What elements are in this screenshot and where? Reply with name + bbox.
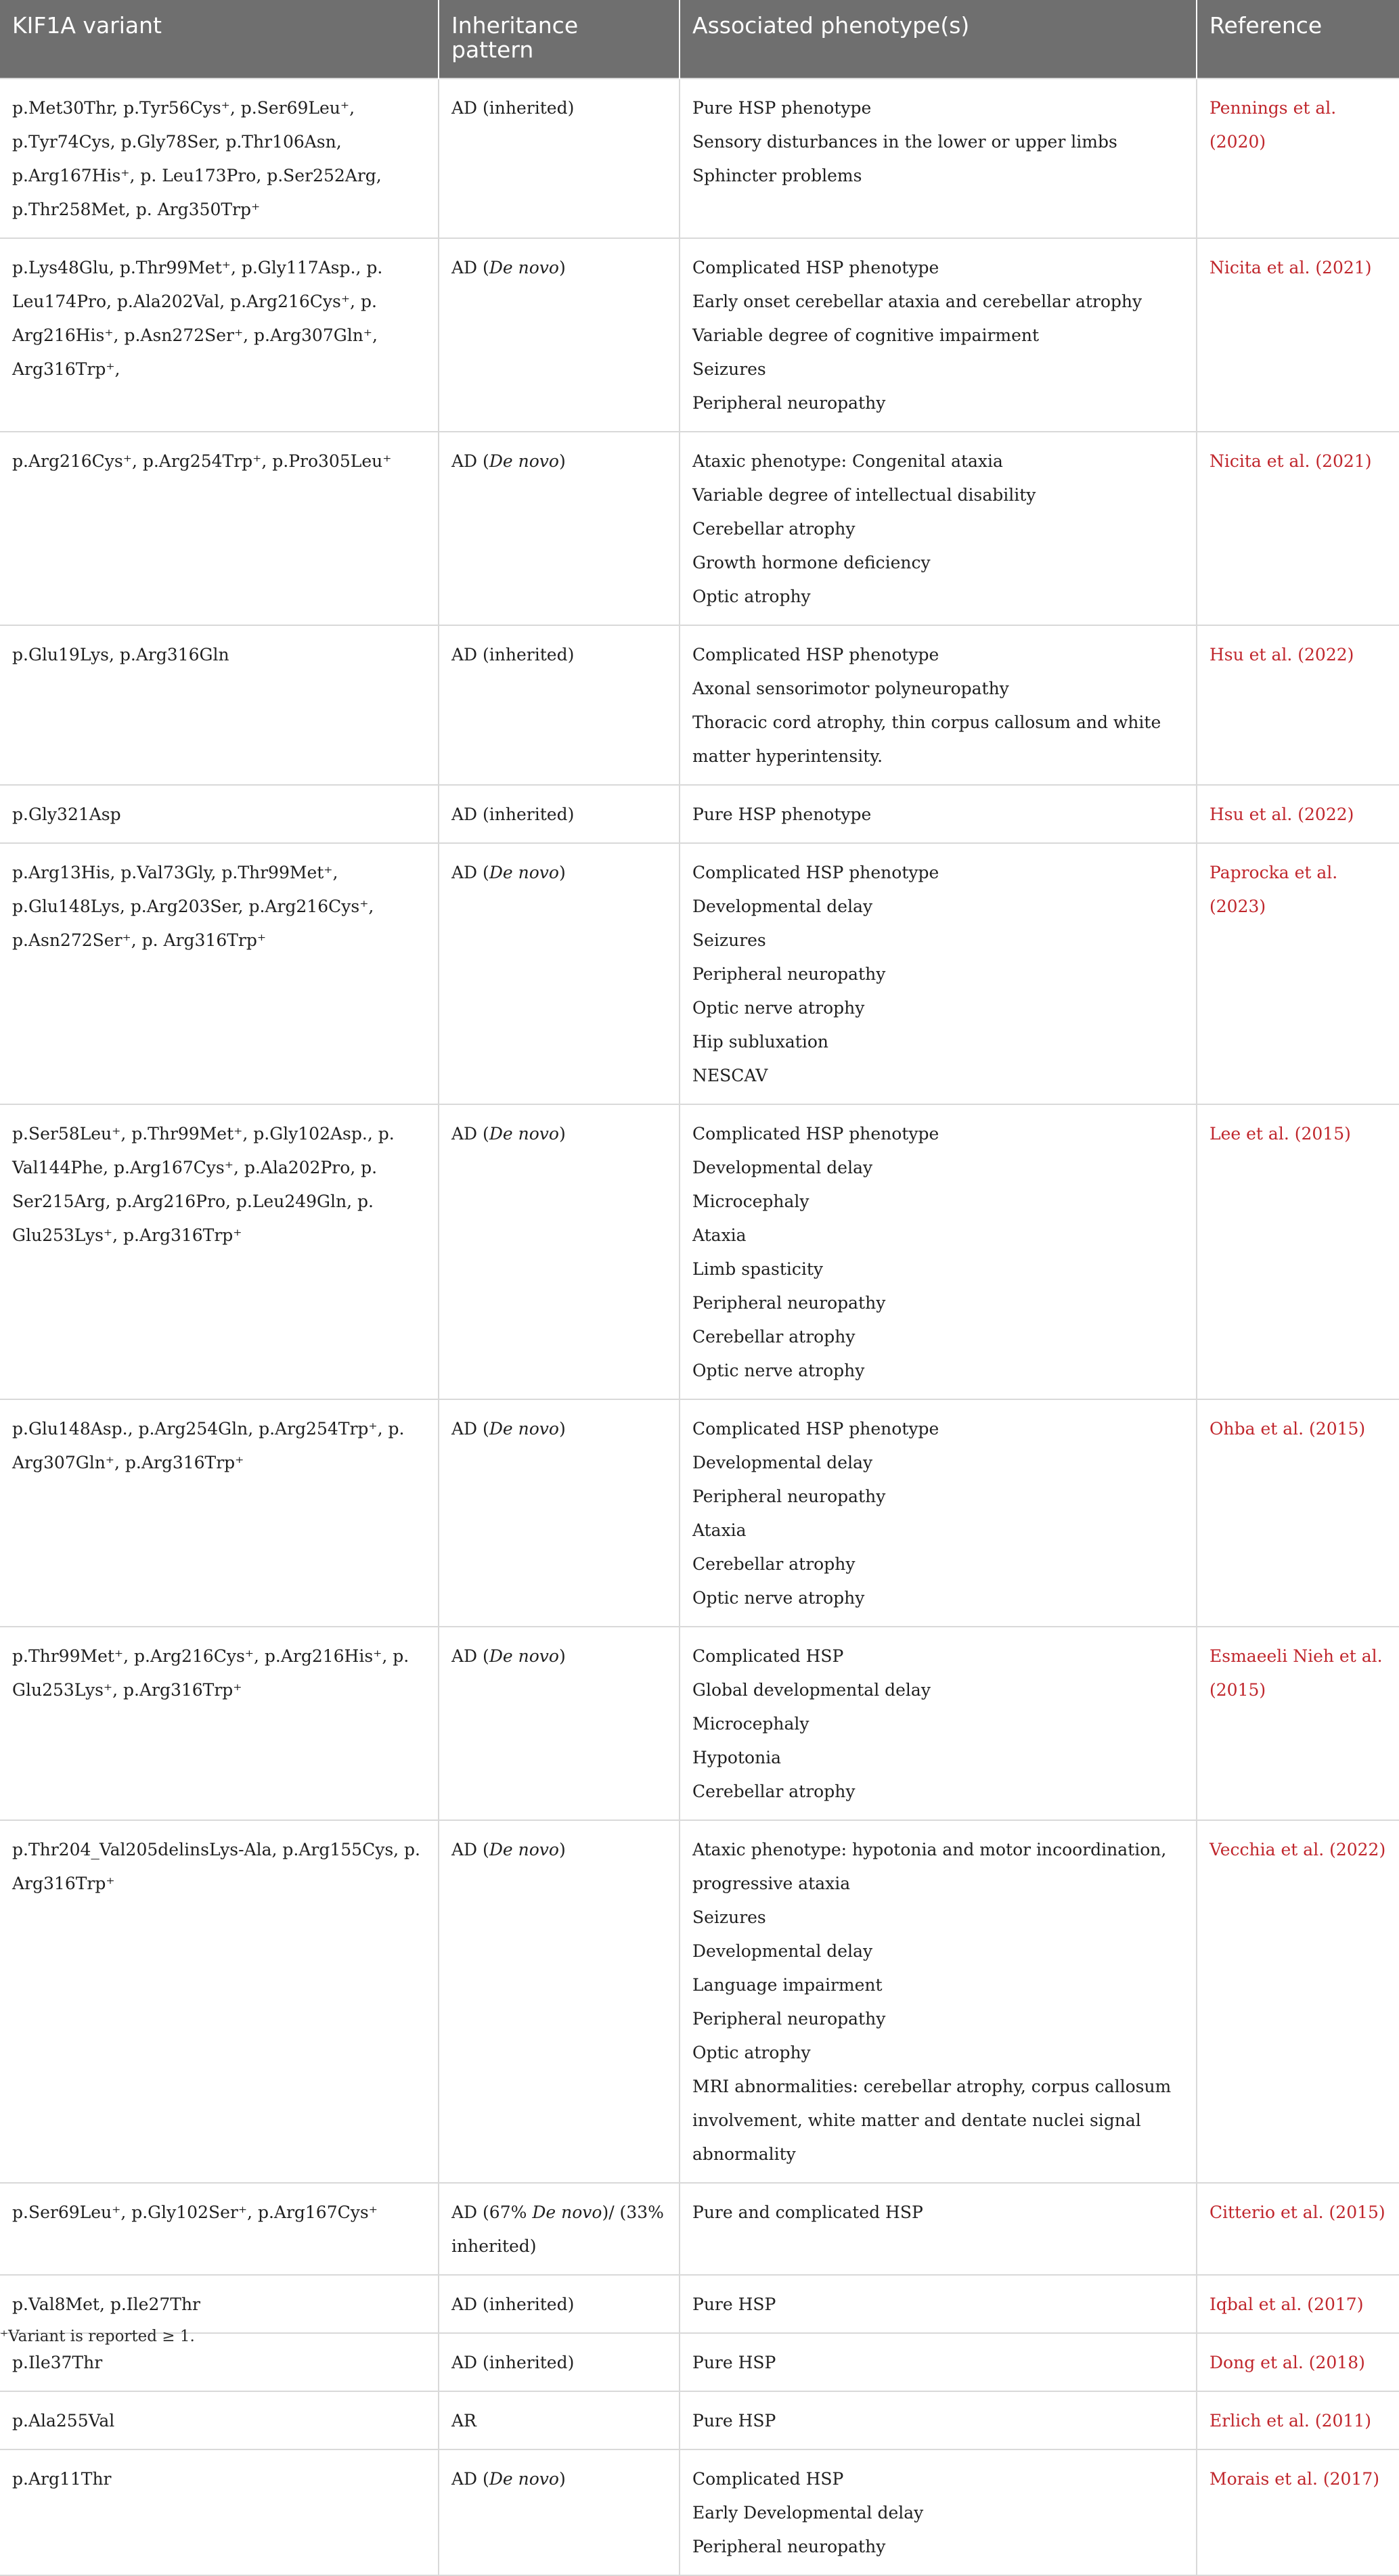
variant-cell: p.Ala255Val — [0, 2391, 439, 2449]
inheritance-pre: AD ( — [451, 1419, 489, 1439]
variant-cell: p.Arg11Thr — [0, 2449, 439, 2575]
inheritance-pre: AD (67% — [451, 2202, 533, 2222]
inheritance-cell — [439, 785, 680, 843]
table-row — [0, 1399, 1399, 1627]
phenotype-item: Ataxic phenotype: Congenital ataxia — [692, 451, 1003, 471]
phenotypes-cell — [680, 1399, 1197, 1627]
inheritance-post: ) — [558, 1124, 566, 1144]
phenotype-item: Ataxia — [692, 1520, 747, 1540]
inheritance-cell — [439, 2183, 680, 2275]
table-row — [0, 843, 1399, 1104]
phenotype-item: Pure HSP phenotype — [692, 98, 872, 118]
inheritance-pre: AD (inherited) — [451, 805, 575, 824]
table-footnote: ⁺Variant is reported ≥ 1. — [0, 2328, 195, 2345]
header-phenotypes: Associated phenotype(s) — [680, 0, 1197, 78]
inheritance-pre: AD ( — [451, 1124, 489, 1144]
reference-link[interactable]: Vecchia et al. (2022) — [1209, 1840, 1386, 1859]
phenotype-item: Pure HSP — [692, 2411, 776, 2431]
variant-cell: p.Val8Met, p.Ile27Thr — [0, 2275, 439, 2333]
phenotypes-cell — [680, 1627, 1197, 1820]
header-inheritance: Inheritance pattern — [439, 0, 680, 78]
phenotype-item: Optic atrophy — [692, 2043, 811, 2062]
inheritance-cell — [439, 1627, 680, 1820]
reference-link[interactable]: Hsu et al. (2022) — [1209, 805, 1354, 824]
inheritance-ital: De novo — [489, 1646, 559, 1666]
reference-link[interactable]: Lee et al. (2015) — [1209, 1124, 1351, 1144]
phenotype-item: Optic nerve atrophy — [692, 998, 865, 1018]
inheritance-pre: AD ( — [451, 863, 489, 882]
phenotype-item: Pure HSP — [692, 2295, 776, 2314]
header-row — [0, 0, 1399, 78]
reference-cell — [1197, 625, 1399, 785]
phenotype-item: Peripheral neuropathy — [692, 393, 886, 413]
reference-cell — [1197, 843, 1399, 1104]
reference-link[interactable]: Iqbal et al. (2017) — [1209, 2295, 1364, 2314]
inheritance-pre: AD ( — [451, 2469, 489, 2489]
phenotypes-cell — [680, 1104, 1197, 1399]
reference-link[interactable]: Esmaeeli Nieh et al. (2015) — [1209, 1646, 1383, 1700]
inheritance-pre: AD ( — [451, 1646, 489, 1666]
reference-link[interactable]: Nicita et al. (2021) — [1209, 258, 1372, 277]
phenotype-item: Peripheral neuropathy — [692, 2009, 886, 2029]
table-header — [0, 0, 1399, 78]
phenotype-item: Optic nerve atrophy — [692, 1361, 865, 1380]
phenotypes-cell — [680, 1820, 1197, 2183]
reference-cell — [1197, 2183, 1399, 2275]
table-row — [0, 2275, 1399, 2333]
table-row — [0, 2391, 1399, 2449]
phenotype-item: Pure and complicated HSP — [692, 2202, 923, 2222]
reference-cell — [1197, 432, 1399, 625]
table-row — [0, 1104, 1399, 1399]
inheritance-cell — [439, 1104, 680, 1399]
table-row — [0, 1627, 1399, 1820]
inheritance-cell — [439, 78, 680, 238]
table-row — [0, 78, 1399, 238]
reference-link[interactable]: Ohba et al. (2015) — [1209, 1419, 1366, 1439]
table-row — [0, 432, 1399, 625]
inheritance-cell — [439, 843, 680, 1104]
phenotype-item: Developmental delay — [692, 897, 873, 916]
inheritance-pre: AD (inherited) — [451, 645, 575, 664]
inheritance-post: )/ (33% inherited) — [451, 2202, 664, 2256]
inheritance-ital: De novo — [489, 1419, 559, 1439]
inheritance-ital: De novo — [489, 1840, 559, 1859]
inheritance-post: ) — [558, 451, 566, 471]
phenotype-item: Global developmental delay — [692, 1680, 931, 1700]
inheritance-post: ) — [558, 863, 566, 882]
reference-cell — [1197, 78, 1399, 238]
variant-cell: p.Lys48Glu, p.Thr99Met⁺, p.Gly117Asp., p. Leu174Pro, p.Ala202Val, p.Arg216Cys⁺, p. Arg216His⁺, p.Asn272Ser⁺, p.Arg307Gln⁺, Arg316Trp⁺, — [0, 238, 439, 432]
phenotype-item: Cerebellar atrophy — [692, 1782, 856, 1801]
phenotypes-cell — [680, 2449, 1197, 2575]
phenotype-item: Thoracic cord atrophy, thin corpus callosum and white matter hyperintensity. — [692, 713, 1161, 766]
phenotype-item: Developmental delay — [692, 1453, 873, 1472]
phenotype-item: Optic nerve atrophy — [692, 1588, 865, 1608]
inheritance-pre: AR — [451, 2411, 476, 2431]
phenotype-item: Pure HSP phenotype — [692, 805, 872, 824]
header-variant: KIF1A variant — [0, 0, 439, 78]
header-reference: Reference — [1197, 0, 1399, 78]
reference-cell — [1197, 1104, 1399, 1399]
phenotype-item: Axonal sensorimotor polyneuropathy — [692, 679, 1009, 698]
phenotype-item: Growth hormone deficiency — [692, 553, 931, 572]
inheritance-cell — [439, 1820, 680, 2183]
inheritance-pre: AD (inherited) — [451, 2295, 575, 2314]
reference-link[interactable]: Nicita et al. (2021) — [1209, 451, 1372, 471]
variant-cell: p.Ile37Thr — [0, 2333, 439, 2391]
reference-cell — [1197, 2449, 1399, 2575]
phenotypes-cell — [680, 2275, 1197, 2333]
phenotypes-cell — [680, 2391, 1197, 2449]
inheritance-cell — [439, 625, 680, 785]
phenotypes-cell — [680, 843, 1197, 1104]
phenotype-item: Variable degree of cognitive impairment — [692, 325, 1040, 345]
phenotype-item: Hypotonia — [692, 1748, 782, 1767]
table-row — [0, 2449, 1399, 2575]
reference-cell — [1197, 2275, 1399, 2333]
variant-cell: p.Arg13His, p.Val73Gly, p.Thr99Met⁺, p.Glu148Lys, p.Arg203Ser, p.Arg216Cys⁺, p.Asn272Ser⁺, p. Arg316Trp⁺ — [0, 843, 439, 1104]
phenotype-item: Peripheral neuropathy — [692, 2537, 886, 2556]
inheritance-ital: De novo — [489, 1124, 559, 1144]
inheritance-cell — [439, 2391, 680, 2449]
phenotype-item: Complicated HSP phenotype — [692, 1124, 939, 1144]
reference-cell — [1197, 238, 1399, 432]
phenotype-item: Ataxia — [692, 1225, 747, 1245]
phenotypes-cell — [680, 78, 1197, 238]
inheritance-cell — [439, 238, 680, 432]
phenotype-item: Developmental delay — [692, 1158, 873, 1177]
inheritance-cell — [439, 2449, 680, 2575]
table-body — [0, 78, 1399, 2575]
variant-cell: p.Gly321Asp — [0, 785, 439, 843]
phenotype-item: Complicated HSP phenotype — [692, 645, 939, 664]
inheritance-post: ) — [558, 2469, 566, 2489]
inheritance-cell — [439, 2275, 680, 2333]
phenotype-item: Peripheral neuropathy — [692, 964, 886, 984]
reference-link[interactable]: Paprocka et al. (2023) — [1209, 863, 1338, 916]
phenotype-item: Early onset cerebellar ataxia and cerebellar atrophy — [692, 292, 1142, 311]
variant-cell: p.Glu148Asp., p.Arg254Gln, p.Arg254Trp⁺, p. Arg307Gln⁺, p.Arg316Trp⁺ — [0, 1399, 439, 1627]
table-row — [0, 1820, 1399, 2183]
phenotype-item: Cerebellar atrophy — [692, 1554, 856, 1574]
phenotype-item: MRI abnormalities: cerebellar atrophy, corpus callosum involvement, white matter and dentate nuclei signal abnormality — [692, 2077, 1172, 2164]
phenotype-item: Pure HSP — [692, 2353, 776, 2372]
inheritance-ital: De novo — [489, 258, 559, 277]
table-row — [0, 625, 1399, 785]
inheritance-ital: De novo — [489, 863, 559, 882]
phenotype-item: Seizures — [692, 359, 766, 379]
phenotypes-cell — [680, 785, 1197, 843]
phenotype-item: Microcephaly — [692, 1714, 809, 1734]
phenotype-item: Variable degree of intellectual disability — [692, 485, 1036, 505]
phenotype-item: Sphincter problems — [692, 166, 862, 185]
phenotype-item: Hip subluxation — [692, 1032, 828, 1052]
inheritance-cell — [439, 1399, 680, 1627]
phenotype-item: Ataxic phenotype: hypotonia and motor incoordination, progressive ataxia — [692, 1840, 1167, 1893]
reference-link[interactable]: Hsu et al. (2022) — [1209, 645, 1354, 664]
phenotype-item: Limb spasticity — [692, 1259, 824, 1279]
inheritance-ital: De novo — [532, 2202, 602, 2222]
phenotype-item: NESCAV — [692, 1066, 768, 1085]
variant-cell: p.Met30Thr, p.Tyr56Cys⁺, p.Ser69Leu⁺, p.Tyr74Cys, p.Gly78Ser, p.Thr106Asn, p.Arg167His⁺, p. Leu173Pro, p.Ser252Arg, p.Thr258Met, p. Arg350Trp⁺ — [0, 78, 439, 238]
reference-link[interactable]: Erlich et al. (2011) — [1209, 2411, 1371, 2431]
phenotypes-cell — [680, 625, 1197, 785]
reference-cell — [1197, 1627, 1399, 1820]
inheritance-pre: AD (inherited) — [451, 2353, 575, 2372]
reference-link[interactable]: Citterio et al. (2015) — [1209, 2202, 1385, 2222]
phenotype-item: Complicated HSP phenotype — [692, 258, 939, 277]
phenotype-item: Complicated HSP phenotype — [692, 1419, 939, 1439]
inheritance-post: ) — [558, 258, 566, 277]
variant-cell: p.Ser58Leu⁺, p.Thr99Met⁺, p.Gly102Asp., p. Val144Phe, p.Arg167Cys⁺, p.Ala202Pro, p. Ser215Arg, p.Arg216Pro, p.Leu249Gln, p. Glu253Lys⁺, p.Arg316Trp⁺ — [0, 1104, 439, 1399]
reference-cell — [1197, 1820, 1399, 2183]
inheritance-ital: De novo — [489, 451, 559, 471]
inheritance-post: ) — [558, 1646, 566, 1666]
reference-cell — [1197, 785, 1399, 843]
phenotypes-cell — [680, 432, 1197, 625]
table-row — [0, 2183, 1399, 2275]
phenotype-item: Peripheral neuropathy — [692, 1487, 886, 1506]
table-row — [0, 238, 1399, 432]
phenotype-item: Seizures — [692, 1907, 766, 1927]
phenotype-item: Complicated HSP — [692, 2469, 844, 2489]
phenotypes-cell — [680, 238, 1197, 432]
phenotype-item: Early Developmental delay — [692, 2503, 924, 2523]
variant-cell: p.Arg216Cys⁺, p.Arg254Trp⁺, p.Pro305Leu⁺ — [0, 432, 439, 625]
reference-link[interactable]: Morais et al. (2017) — [1209, 2469, 1379, 2489]
reference-cell — [1197, 2391, 1399, 2449]
reference-cell — [1197, 1399, 1399, 1627]
phenotype-item: Cerebellar atrophy — [692, 519, 856, 539]
variant-cell: p.Ser69Leu⁺, p.Gly102Ser⁺, p.Arg167Cys⁺ — [0, 2183, 439, 2275]
phenotype-item: Complicated HSP phenotype — [692, 863, 939, 882]
variant-cell: p.Thr99Met⁺, p.Arg216Cys⁺, p.Arg216His⁺, p. Glu253Lys⁺, p.Arg316Trp⁺ — [0, 1627, 439, 1820]
phenotype-item: Sensory disturbances in the lower or upper limbs — [692, 132, 1117, 152]
inheritance-pre: AD (inherited) — [451, 98, 575, 118]
table-row — [0, 785, 1399, 843]
phenotype-item: Cerebellar atrophy — [692, 1327, 856, 1347]
variant-cell: p.Thr204_Val205delinsLys-Ala, p.Arg155Cys, p. Arg316Trp⁺ — [0, 1820, 439, 2183]
phenotypes-cell — [680, 2183, 1197, 2275]
phenotype-item: Microcephaly — [692, 1192, 809, 1211]
inheritance-cell — [439, 432, 680, 625]
phenotype-item: Developmental delay — [692, 1941, 873, 1961]
inheritance-post: ) — [558, 1840, 566, 1859]
inheritance-pre: AD ( — [451, 258, 489, 277]
phenotype-item: Complicated HSP — [692, 1646, 844, 1666]
phenotype-item: Optic atrophy — [692, 587, 811, 606]
phenotype-item: Peripheral neuropathy — [692, 1293, 886, 1313]
inheritance-pre: AD ( — [451, 451, 489, 471]
reference-link[interactable]: Pennings et al. (2020) — [1209, 98, 1337, 152]
inheritance-ital: De novo — [489, 2469, 559, 2489]
phenotype-item: Seizures — [692, 930, 766, 950]
reference-link[interactable]: Dong et al. (2018) — [1209, 2353, 1365, 2372]
variant-cell: p.Glu19Lys, p.Arg316Gln — [0, 625, 439, 785]
inheritance-post: ) — [558, 1419, 566, 1439]
inheritance-pre: AD ( — [451, 1840, 489, 1859]
phenotype-item: Language impairment — [692, 1975, 883, 1995]
